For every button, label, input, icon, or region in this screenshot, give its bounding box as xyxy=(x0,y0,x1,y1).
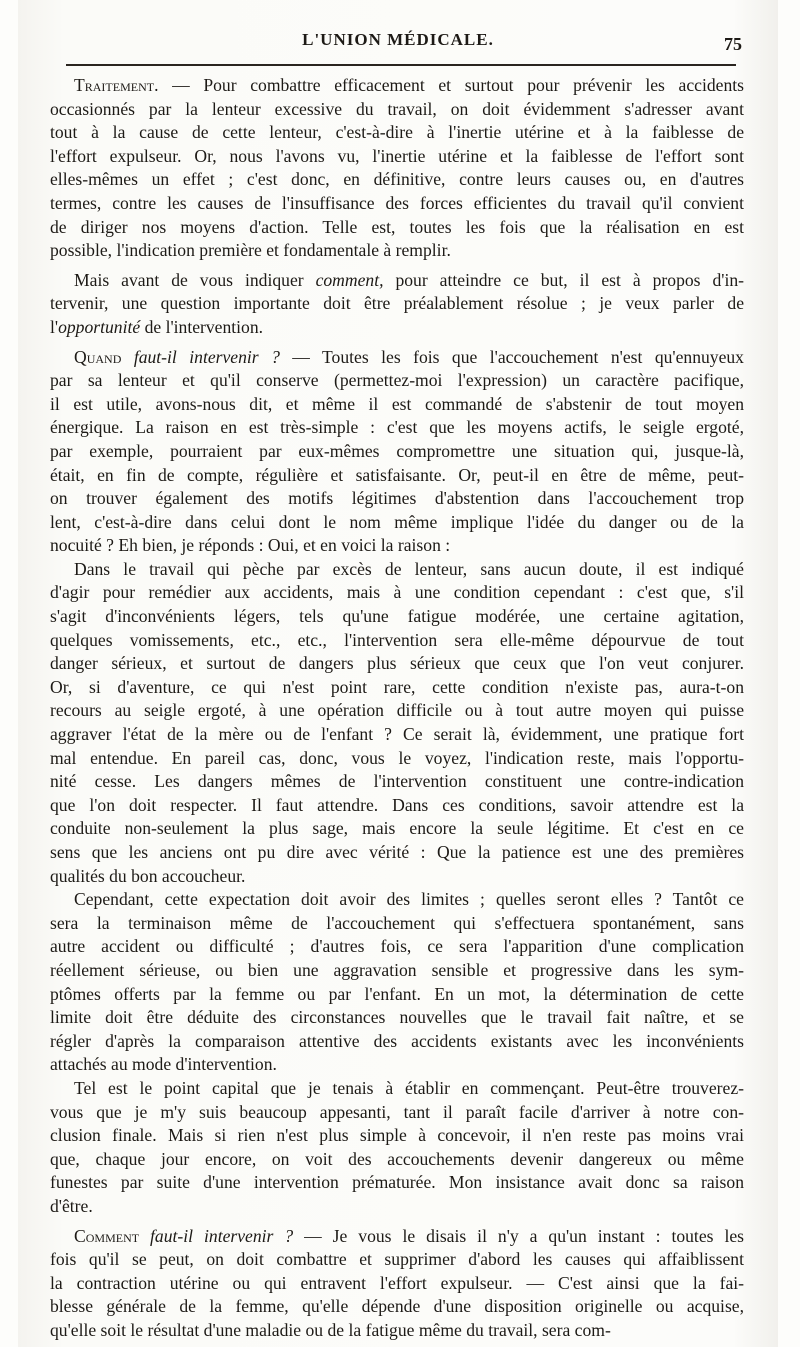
text-line xyxy=(50,912,744,936)
text-line xyxy=(50,1006,744,1030)
text-line xyxy=(50,558,744,582)
text-run: que l'on doit respecter. Il faut attendre. Dans ces conditions, savoir attendre est la xyxy=(50,794,744,815)
paragraph xyxy=(50,1077,744,1219)
text-run: tervenir, une question importante doit être préalablement résolue ; je veux parler de xyxy=(50,293,744,314)
text-line xyxy=(50,888,744,912)
header-rule xyxy=(66,64,736,66)
text-run: Dans le travail qui pèche par excès de lenteur, sans aucun doute, il est indiqué xyxy=(74,558,744,579)
paragraph xyxy=(50,269,744,340)
italic-text: comment, xyxy=(315,269,384,290)
text-line xyxy=(50,723,744,747)
text-run: de l'intervention. xyxy=(140,316,264,337)
text-line xyxy=(50,841,744,865)
section-lead-word: Quand xyxy=(74,346,122,367)
text-line xyxy=(50,269,744,293)
text-run: on trouver également des motifs légitimes d'abstention dans l'accouchement trop xyxy=(50,488,744,509)
text-line xyxy=(50,1171,744,1195)
text-run: sens que les anciens ont pu dire avec vérité : Que la patience est une des premières xyxy=(50,842,744,862)
text-line xyxy=(50,440,744,464)
text-run: clusion finale. Mais si rien n'est plus simple à concevoir, il n'en reste pas moins vrai xyxy=(50,1125,744,1146)
text-run: ptômes offerts par la femme ou par l'enfant. En un mot, la détermination de cette xyxy=(50,983,744,1004)
text-line xyxy=(50,369,744,393)
text-run: par exemple, pourraient par eux-mêmes compromettre une situation qui, jusque-là, xyxy=(50,440,744,461)
text-line xyxy=(50,1148,744,1172)
journal-title: L'UNION MÉDICALE. xyxy=(302,30,494,49)
text-line xyxy=(50,534,744,558)
text-line xyxy=(50,121,744,145)
text-line xyxy=(50,168,744,192)
text-line xyxy=(50,935,744,959)
text-line xyxy=(50,1195,744,1219)
text-line xyxy=(50,676,744,700)
text-run: conduite non-seulement la plus sage, mais encore la seule légitime. Et c'est en ce xyxy=(50,818,744,839)
paragraph xyxy=(50,346,744,558)
text-run: recours au seigle ergoté, à une opération difficile ou à tout autre moyen qui puisse xyxy=(50,700,744,721)
text-run: que, chaque jour encore, on voit des accouchements devenir dangereux ou même xyxy=(50,1148,744,1169)
text-line xyxy=(50,464,744,488)
text-run: énergique. La raison en est très-simple : c'est que les moyens actifs, le seigle ergoté, xyxy=(50,417,744,438)
text-run: tout à la cause de cette lenteur, c'est-à-dire à l'inertie utérine et à la faiblesse de xyxy=(50,122,744,143)
paragraph xyxy=(50,888,744,1077)
text-line xyxy=(50,98,744,122)
text-run: quelques vomissements, etc., etc., l'intervention sera elle-même dépourvue de tout xyxy=(50,629,744,650)
text-line xyxy=(50,216,744,240)
text-run: qu'elle soit le résultat d'une maladie ou de la fatigue même du travail, sera com- xyxy=(50,1319,611,1340)
text-line xyxy=(50,346,744,370)
text-run: par sa lenteur et qu'il conserve (permettez-moi l'expression) un caractère pacifique, xyxy=(50,370,744,391)
text-run xyxy=(121,347,133,367)
text-run: sera la terminaison même de l'accouchement qui s'effectuera spontanément, sans xyxy=(50,912,744,933)
text-run: fois qu'il se peut, on doit combattre et supprimer d'abord les causes qui affaiblissent xyxy=(50,1249,744,1270)
text-line xyxy=(50,1101,744,1125)
text-run: occasionnés par la lenteur excessive du travail, on doit évidemment s'adresser avant xyxy=(50,98,744,119)
text-run: limite doit être déduite des circonstances nouvelles que le travail fait naître, et se xyxy=(50,1007,744,1028)
page-number: 75 xyxy=(724,34,742,54)
text-run: Cependant, cette expectation doit avoir des limites ; quelles seront elles ? Tantôt ce xyxy=(74,889,744,910)
text-line xyxy=(50,794,744,818)
section-lead-word: Comment xyxy=(74,1225,140,1246)
text-run: lent, c'est-à-dire dans celui dont le nom même implique l'idée du danger ou de la xyxy=(50,511,744,532)
text-run: funestes par suite d'une intervention prématurée. Mon insistance avait donc sa raison xyxy=(50,1172,744,1193)
text-line xyxy=(50,1030,744,1054)
text-run: nité cesse. Les dangers mêmes de l'intervention constituent une contre-indication xyxy=(50,771,744,792)
text-run: nocuité ? Eh bien, je réponds : Oui, et en voici la raison : xyxy=(50,535,451,556)
text-line xyxy=(50,1077,744,1101)
text-line xyxy=(50,1319,744,1343)
text-line xyxy=(50,699,744,723)
text-run xyxy=(139,1226,150,1246)
text-run: autre accident ou difficulté ; d'autres fois, ce sera l'apparition d'une complication xyxy=(50,936,744,957)
text-line xyxy=(50,770,744,794)
text-line xyxy=(50,145,744,169)
text-run: l' xyxy=(50,316,59,337)
text-run: danger sérieux, et surtout de dangers plus sérieux que ceux que l'on veut conjurer. xyxy=(50,653,744,674)
text-run: qualités du bon accoucheur. xyxy=(50,865,246,886)
text-line xyxy=(50,192,744,216)
running-head xyxy=(48,30,748,60)
text-run: aggraver l'état de la mère ou de l'enfant ? Ce serait là, évidemment, une pratique fort xyxy=(50,724,744,745)
text-line xyxy=(50,652,744,676)
text-line xyxy=(50,1272,744,1296)
text-run: — Pour combattre efficacement et surtout pour prévenir les accidents xyxy=(158,75,744,95)
text-line xyxy=(50,1295,744,1319)
text-run: mal entendue. En pareil cas, donc, vous le voyez, l'indication reste, mais l'opportu- xyxy=(50,747,744,768)
text-line xyxy=(50,292,744,316)
italic-text: faut-il intervenir ? xyxy=(150,1225,294,1246)
text-line xyxy=(50,605,744,629)
text-line xyxy=(50,983,744,1007)
text-run: vous que je m'y suis beaucoup appesanti, tant il paraît facile d'arriver à notre con- xyxy=(50,1101,744,1122)
text-run: d'agir pour remédier aux accidents, mais à une condition cependant : c'est que, s'il xyxy=(50,582,744,603)
text-run: régler d'après la comparaison attentive des accidents existants avec les inconvénients xyxy=(50,1030,744,1051)
paragraph xyxy=(50,1225,744,1343)
text-run: Mais avant de vous indiquer xyxy=(74,269,316,290)
text-line xyxy=(50,629,744,653)
text-run: Or, si d'aventure, ce qui n'est point rare, cette condition n'existe pas, aura-t-on xyxy=(50,676,744,697)
body-text xyxy=(50,74,744,1342)
text-line xyxy=(50,817,744,841)
text-line xyxy=(50,1124,744,1148)
text-run: attachés au mode d'intervention. xyxy=(50,1054,277,1075)
text-run: possible, l'indication première et fondamentale à remplir. xyxy=(50,240,451,261)
text-run: était, en fin de compte, régulière et satisfaisante. Or, peut-il en être de même, peut- xyxy=(50,464,744,485)
text-line xyxy=(50,511,744,535)
italic-text: faut-il intervenir ? xyxy=(133,346,280,367)
text-run: de diriger nos moyens d'action. Telle est, toutes les fois que la réalisation en est xyxy=(50,216,744,237)
text-run: l'effort expulseur. Or, nous l'avons vu, l'inertie utérine et la faiblesse de l'effort sont xyxy=(50,145,744,166)
text-line xyxy=(50,747,744,771)
paragraph xyxy=(50,74,744,263)
text-run: — Toutes les fois que l'accouchement n'est qu'ennuyeux xyxy=(279,346,744,367)
text-line xyxy=(50,316,744,340)
text-line xyxy=(50,487,744,511)
text-line xyxy=(50,959,744,983)
text-line xyxy=(50,1053,744,1077)
section-lead-word: Traitement. xyxy=(74,75,159,95)
text-run: elles-mêmes un effet ; c'est donc, en définitive, contre leurs causes ou, en d'autres xyxy=(50,169,744,190)
text-line xyxy=(50,393,744,417)
paragraph xyxy=(50,558,744,888)
text-run: — Je vous le disais il n'y a qu'un instant : toutes les xyxy=(293,1225,744,1246)
text-run: réellement sérieuse, ou bien une aggravation sensible et progressive dans les sym- xyxy=(50,959,744,980)
text-line xyxy=(50,865,744,889)
text-run: il est utile, avons-nous dit, et même il est commandé de s'abstenir de tout moyen xyxy=(50,393,744,414)
italic-text: opportunité xyxy=(58,316,141,337)
text-line xyxy=(50,1225,744,1249)
text-line xyxy=(50,581,744,605)
text-run: s'agit d'inconvénients légers, tels qu'une fatigue modérée, une certaine agitation, xyxy=(50,606,744,627)
text-run: blesse générale de la femme, qu'elle dépende d'une disposition originelle ou acquise, xyxy=(50,1296,744,1317)
text-run: Tel est le point capital que je tenais à établir en commençant. Peut-être trouverez- xyxy=(74,1077,744,1098)
text-line xyxy=(50,416,744,440)
text-run: d'être. xyxy=(50,1195,93,1216)
text-line xyxy=(50,74,744,98)
text-line xyxy=(50,1248,744,1272)
text-run: termes, contre les causes de l'insuffisance des forces efficientes du travail qu'il convient xyxy=(50,192,744,213)
text-run: la contraction utérine ou qui entravent l'effort expulseur. — C'est ainsi que la fai- xyxy=(50,1272,744,1293)
text-line xyxy=(50,239,744,263)
text-run: pour atteindre ce but, il est à propos d'in- xyxy=(383,269,744,290)
